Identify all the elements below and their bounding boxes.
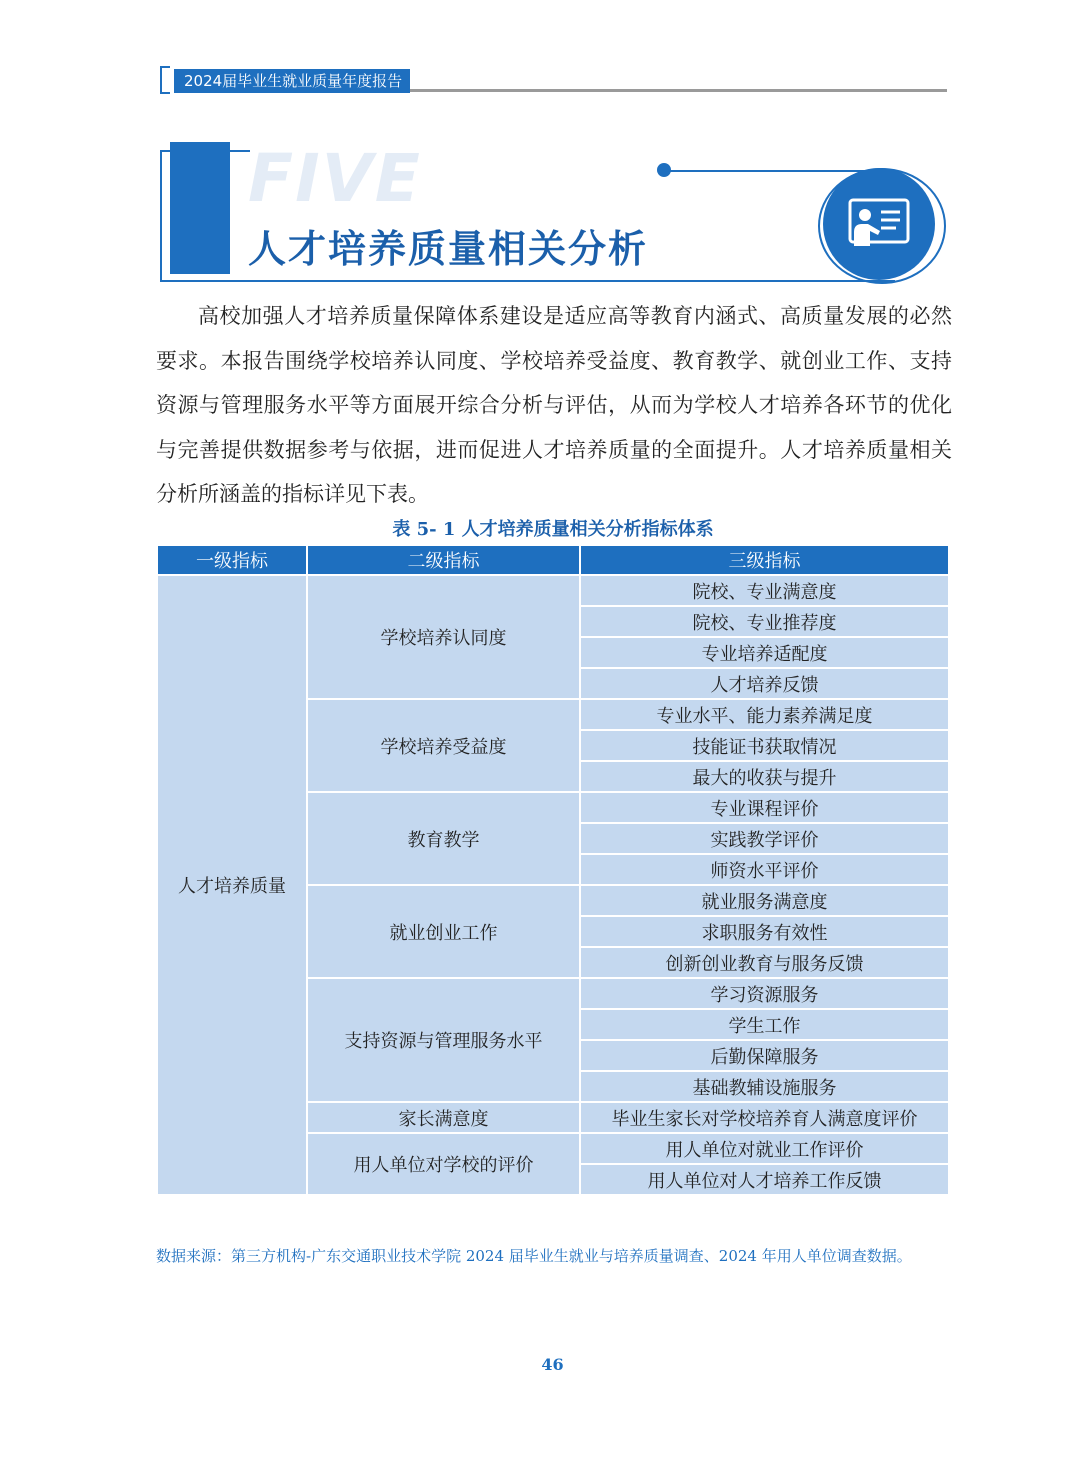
- decor-line: [664, 170, 884, 172]
- level3-cell: 后勤保障服务: [580, 1040, 949, 1071]
- level3-cell: 院校、专业推荐度: [580, 606, 949, 637]
- table-row: [157, 575, 949, 606]
- chapter-underline: [160, 280, 895, 282]
- level2-cell: 支持资源与管理服务水平: [307, 978, 580, 1102]
- intro-paragraph: 高校加强人才培养质量保障体系建设是适应高等教育内涵式、高质量发展的必然要求。本报告围绕学校培养认同度、学校培养受益度、教育教学、就创业工作、支持资源与管理服务水平等方面展开综合分析与评估，从而为学校人才培养各环节的优化与完善提供数据参考与依据，进而促进人才培养质量的全面提升。人才培养质量相关分析所涵盖的指标详见下表。: [156, 304, 952, 506]
- level3-cell: 就业服务满意度: [580, 885, 949, 916]
- level3-cell: 基础教辅设施服务: [580, 1071, 949, 1102]
- page-number: 46: [541, 1355, 564, 1374]
- level3-cell: 专业课程评价: [580, 792, 949, 823]
- indicator-table: [156, 544, 950, 1196]
- header-level1: 一级指标: [157, 545, 307, 575]
- level3-cell: 技能证书获取情况: [580, 730, 949, 761]
- data-source-note: 数据来源：第三方机构-广东交通职业技术学院 2024 届毕业生就业与培养质量调查、2024 年用人单位调查数据。: [156, 1247, 912, 1265]
- report-title: 2024届毕业生就业质量年度报告: [174, 69, 410, 93]
- header-level3: 三级指标: [580, 545, 949, 575]
- level2-cell: 学校培养受益度: [307, 699, 580, 792]
- chapter-bar: [170, 142, 230, 274]
- level3-cell: 人才培养反馈: [580, 668, 949, 699]
- level2-cell: 教育教学: [307, 792, 580, 885]
- level3-cell: 师资水平评价: [580, 854, 949, 885]
- level3-cell: 专业培养适配度: [580, 637, 949, 668]
- level3-cell: 院校、专业满意度: [580, 575, 949, 606]
- header-frame: [160, 66, 170, 94]
- level2-cell: 就业创业工作: [307, 885, 580, 978]
- chapter-title: 人才培养质量相关分析: [248, 227, 649, 271]
- level3-cell: 求职服务有效性: [580, 916, 949, 947]
- level3-cell: 用人单位对就业工作评价: [580, 1133, 949, 1164]
- level2-cell: 学校培养认同度: [307, 575, 580, 699]
- decor-dot: [657, 163, 671, 177]
- level2-cell: 家长满意度: [307, 1102, 580, 1133]
- level3-cell: 用人单位对人才培养工作反馈: [580, 1164, 949, 1195]
- level3-cell: 创新创业教育与服务反馈: [580, 947, 949, 978]
- level3-cell: 学生工作: [580, 1009, 949, 1040]
- header-level2: 二级指标: [307, 545, 580, 575]
- level3-cell: 最大的收获与提升: [580, 761, 949, 792]
- presentation-icon: [848, 198, 910, 254]
- chapter-number-word: FIVE: [248, 140, 422, 217]
- table-caption: 表 5- 1 人才培养质量相关分析指标体系: [392, 519, 714, 540]
- level3-cell: 专业水平、能力素养满足度: [580, 699, 949, 730]
- header-rule: [410, 89, 947, 92]
- level3-cell: 实践教学评价: [580, 823, 949, 854]
- level2-cell: 用人单位对学校的评价: [307, 1133, 580, 1195]
- table-header-row: [157, 545, 949, 575]
- level3-cell: 毕业生家长对学校培养育人满意度评价: [580, 1102, 949, 1133]
- level1-cell: 人才培养质量: [157, 575, 307, 1195]
- level3-cell: 学习资源服务: [580, 978, 949, 1009]
